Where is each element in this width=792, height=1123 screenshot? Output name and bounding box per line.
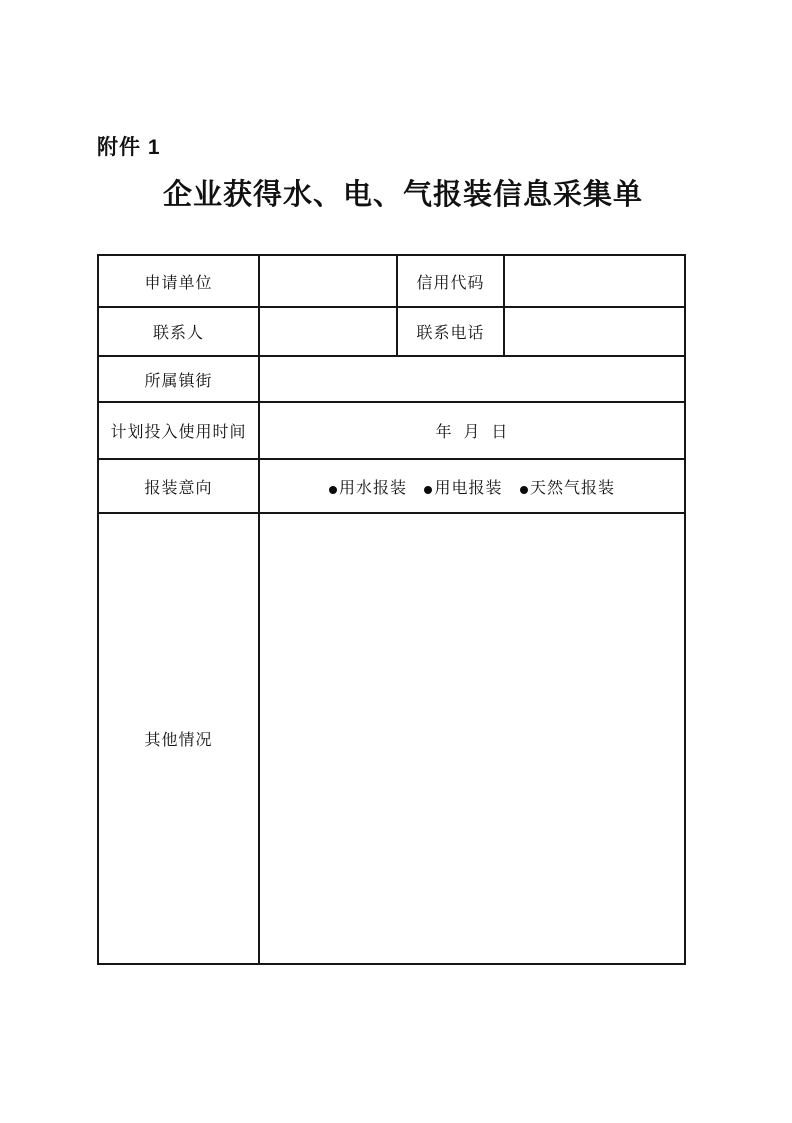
filled-ring-bullet-icon bbox=[424, 486, 432, 494]
intent-option-water-label: 用水报装 bbox=[339, 479, 408, 497]
row-township bbox=[98, 356, 685, 402]
intent-option-gas-label: 天然气报装 bbox=[529, 479, 615, 497]
row-other bbox=[98, 513, 685, 964]
form-title: 企业获得水、电、气报装信息采集单 bbox=[162, 179, 643, 211]
other-value-cell bbox=[259, 513, 685, 964]
row-planned-time bbox=[98, 402, 685, 459]
intent-option-water bbox=[329, 475, 407, 498]
row-intent bbox=[98, 459, 685, 513]
applicant-value-cell bbox=[259, 255, 397, 307]
township-label: 所属镇街 bbox=[98, 356, 259, 402]
row-contact bbox=[98, 307, 685, 356]
attachment-number-label: 附件 1 bbox=[97, 136, 161, 159]
credit-code-label: 信用代码 bbox=[397, 255, 504, 307]
intent-option-electricity-label: 用电报装 bbox=[434, 479, 503, 497]
applicant-label: 申请单位 bbox=[98, 255, 259, 307]
phone-value-cell bbox=[504, 307, 685, 356]
intent-label: 报装意向 bbox=[98, 459, 259, 513]
contact-value-cell bbox=[259, 307, 397, 356]
intent-option-gas bbox=[520, 475, 615, 498]
other-label: 其他情况 bbox=[98, 513, 259, 964]
row-applicant bbox=[98, 255, 685, 307]
credit-code-value-cell bbox=[504, 255, 685, 307]
filled-ring-bullet-icon bbox=[520, 486, 528, 494]
contact-label: 联系人 bbox=[98, 307, 259, 356]
info-collection-form-table bbox=[97, 254, 686, 965]
intent-option-electricity bbox=[424, 475, 502, 498]
intent-options-cell bbox=[259, 459, 685, 513]
township-value-cell bbox=[259, 356, 685, 402]
filled-ring-bullet-icon bbox=[329, 486, 337, 494]
planned-time-label: 计划投入使用时间 bbox=[98, 402, 259, 459]
planned-time-value-cell: 年 月 日 bbox=[259, 402, 685, 459]
phone-label: 联系电话 bbox=[397, 307, 504, 356]
